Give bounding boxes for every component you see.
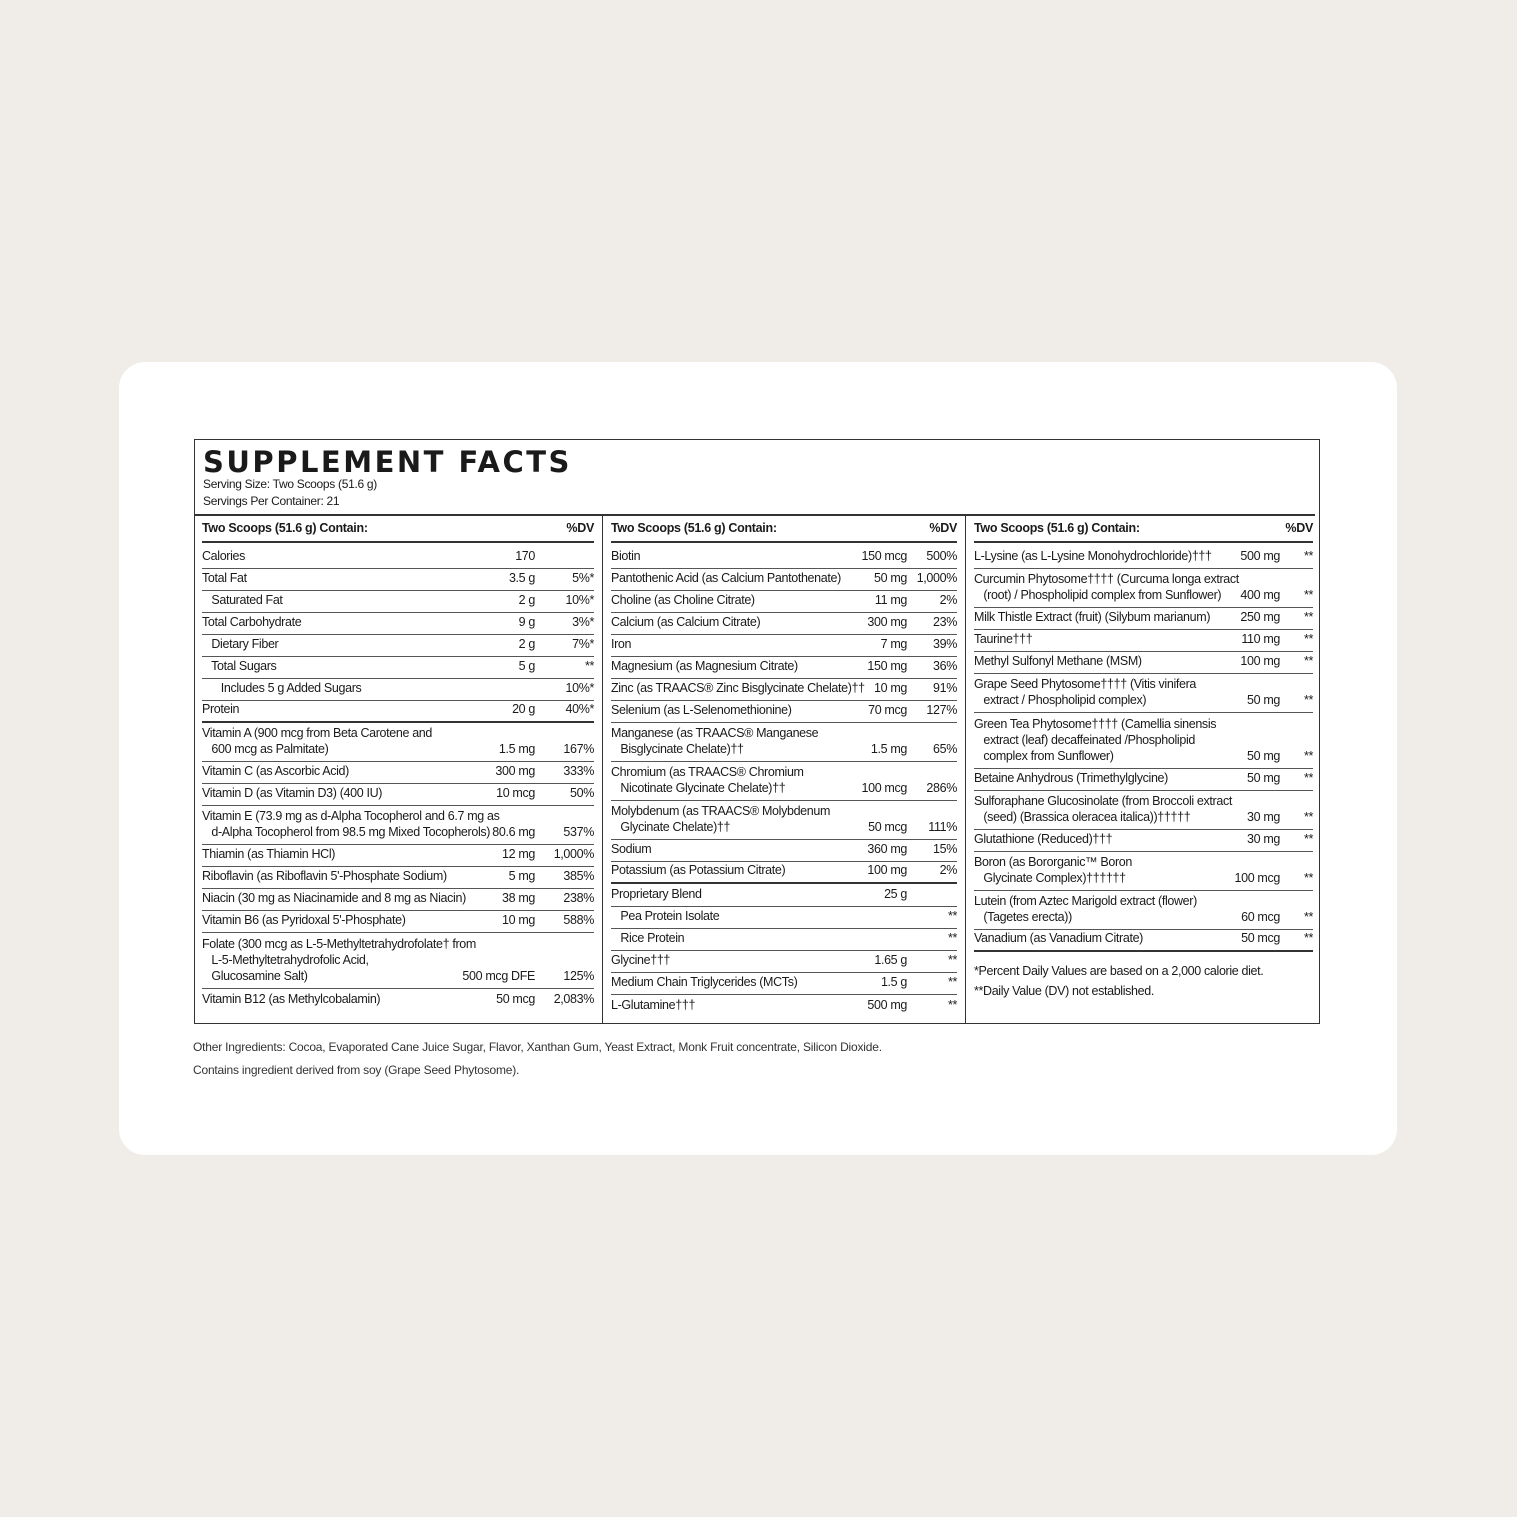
- nutrient-name: Milk Thistle Extract (fruit) (Silybum marianum): [974, 610, 1211, 624]
- nutrient-row: [202, 657, 594, 679]
- dv-footnotes: [974, 961, 1313, 1001]
- nutrient-amount: 10 mg: [874, 681, 907, 695]
- nutrient-amount: 2 g: [518, 593, 535, 607]
- nutrient-row: [611, 701, 957, 723]
- nutrient-amount: 50 mg: [874, 571, 907, 585]
- column-divider: [602, 516, 603, 1023]
- nutrient-daily-value: 3%*: [572, 615, 594, 629]
- nutrient-name: Choline (as Choline Citrate): [611, 593, 755, 607]
- nutrient-name: Pea Protein Isolate: [611, 909, 720, 923]
- column-header: [202, 516, 594, 543]
- nutrient-daily-value: 40%*: [565, 702, 594, 716]
- nutrient-daily-value: **: [1303, 810, 1313, 824]
- nutrient-amount: 170: [515, 549, 535, 563]
- nutrient-column-2: [611, 516, 957, 1023]
- nutrient-amount: 2 g: [518, 637, 535, 651]
- nutrient-daily-value: **: [947, 909, 957, 923]
- nutrient-name: Total Fat: [202, 571, 247, 585]
- nutrient-row: [202, 679, 594, 701]
- nutrient-name: Magnesium (as Magnesium Citrate): [611, 659, 798, 673]
- nutrient-amount: 30 mg: [1247, 832, 1280, 846]
- nutrient-row: [974, 630, 1313, 652]
- nutrient-amount: 80.6 mg: [492, 825, 535, 839]
- nutrient-name: Saturated Fat: [202, 593, 283, 607]
- nutrient-amount: 11 mg: [874, 593, 907, 607]
- nutrient-daily-value: **: [1303, 610, 1313, 624]
- nutrient-row: [611, 907, 957, 929]
- nutrient-daily-value: 1,000%: [916, 571, 957, 585]
- nutrient-daily-value: 65%: [933, 742, 957, 756]
- column-header-dv: %DV: [929, 521, 957, 535]
- nutrient-name: Folate (300 mcg as L-5-Methyltetrahydrofolate† from L-5-Methyltetrahydrofolic Acid, Glucosamine Salt): [202, 937, 476, 983]
- nutrient-daily-value: 125%: [563, 969, 594, 983]
- nutrient-daily-value: 537%: [563, 825, 594, 839]
- nutrient-name: Protein: [202, 702, 240, 716]
- nutrient-row: [202, 989, 594, 1011]
- nutrient-amount: 10 mcg: [496, 786, 535, 800]
- nutrient-daily-value: **: [584, 659, 594, 673]
- nutrient-row: [611, 569, 957, 591]
- nutrient-amount: 500 mg: [1240, 549, 1280, 563]
- nutrient-name: Calories: [202, 549, 246, 563]
- nutrient-amount: 50 mcg: [496, 992, 535, 1006]
- nutrient-row: [611, 951, 957, 973]
- nutrient-daily-value: 1,000%: [553, 847, 594, 861]
- nutrient-row: [202, 911, 594, 933]
- nutrient-name: Taurine†††: [974, 632, 1033, 646]
- nutrient-amount: 50 mcg: [1241, 931, 1280, 945]
- nutrient-row: [974, 608, 1313, 630]
- nutrient-row: [611, 679, 957, 701]
- nutrient-daily-value: **: [1303, 749, 1313, 763]
- nutrient-row: [202, 701, 594, 723]
- nutrient-name: Boron (as Bororganic™ Boron Glycinate Complex)††††††: [974, 855, 1132, 885]
- nutrient-row: [974, 791, 1313, 830]
- nutrient-row: [202, 806, 594, 845]
- nutrient-daily-value: 333%: [563, 764, 594, 778]
- nutrient-row: [202, 889, 594, 911]
- nutrient-row: [974, 569, 1313, 608]
- nutrient-row: [974, 830, 1313, 852]
- nutrient-amount: 1.65 g: [874, 953, 907, 967]
- nutrient-name: Green Tea Phytosome†††† (Camellia sinensis extract (leaf) decaffeinated /Phospholipid complex from Sunflower): [974, 717, 1217, 763]
- nutrient-daily-value: **: [947, 931, 957, 945]
- nutrient-daily-value: **: [1303, 871, 1313, 885]
- nutrient-amount: 1.5 g: [880, 975, 907, 989]
- nutrient-name: Sodium: [611, 842, 652, 856]
- nutrient-daily-value: **: [1303, 693, 1313, 707]
- nutrient-amount: 20 g: [512, 702, 535, 716]
- nutrient-name: Methyl Sulfonyl Methane (MSM): [974, 654, 1142, 668]
- nutrient-row: [611, 591, 957, 613]
- nutrient-amount: 9 g: [518, 615, 535, 629]
- nutrient-name: Chromium (as TRAACS® Chromium Nicotinate Glycinate Chelate)††: [611, 765, 804, 795]
- nutrient-name: Molybdenum (as TRAACS® Molybdenum Glycinate Chelate)††: [611, 804, 831, 834]
- nutrient-name: Lutein (from Aztec Marigold extract (flower) (Tagetes erecta)): [974, 894, 1197, 924]
- other-ingredients: Other Ingredients: Cocoa, Evaporated Cane Juice Sugar, Flavor, Xanthan Gum, Yeast Extract, Monk Fruit concentrate, Silicon Dioxide.: [193, 1040, 882, 1054]
- nutrient-name: Biotin: [611, 549, 641, 563]
- nutrient-row: [974, 891, 1313, 930]
- nutrient-name: Thiamin (as Thiamin HCl): [202, 847, 336, 861]
- nutrient-name: Medium Chain Triglycerides (MCTs): [611, 975, 798, 989]
- nutrient-daily-value: **: [1303, 654, 1313, 668]
- nutrient-row: [202, 635, 594, 657]
- nutrient-amount: 30 mg: [1247, 810, 1280, 824]
- nutrient-amount: 50 mg: [1247, 693, 1280, 707]
- nutrient-row: [611, 801, 957, 840]
- nutrient-name: Rice Protein: [611, 931, 685, 945]
- nutrient-name: Glutathione (Reduced)†††: [974, 832, 1113, 846]
- nutrient-amount: 10 mg: [502, 913, 535, 927]
- nutrient-daily-value: **: [1303, 931, 1313, 945]
- nutrient-daily-value: 167%: [563, 742, 594, 756]
- nutrient-name: Proprietary Blend: [611, 887, 702, 901]
- nutrient-row: [974, 930, 1313, 952]
- servings-per-container: Servings Per Container: 21: [203, 494, 340, 508]
- nutrient-name: Niacin (30 mg as Niacinamide and 8 mg as Niacin): [202, 891, 466, 905]
- nutrient-amount: 50 mg: [1247, 749, 1280, 763]
- nutrient-name: Sulforaphane Glucosinolate (from Broccoli extract (seed) (Brassica oleracea italica))†††††: [974, 794, 1232, 824]
- nutrient-row: [611, 543, 957, 569]
- nutrient-amount: 1.5 mg: [870, 742, 907, 756]
- nutrient-amount: 60 mcg: [1241, 910, 1280, 924]
- column-header-label: Two Scoops (51.6 g) Contain:: [202, 521, 368, 535]
- nutrient-row: [611, 762, 957, 801]
- nutrient-row: [974, 713, 1313, 769]
- nutrient-daily-value: 2%: [939, 863, 957, 877]
- nutrient-name: Total Sugars: [202, 659, 277, 673]
- nutrient-name: Manganese (as TRAACS® Manganese Bisglycinate Chelate)††: [611, 726, 819, 756]
- nutrient-row: [611, 613, 957, 635]
- nutrient-name: L-Lysine (as L-Lysine Monohydrochloride)†††: [974, 549, 1212, 563]
- nutrient-daily-value: 127%: [926, 703, 957, 717]
- nutrient-daily-value: **: [947, 953, 957, 967]
- nutrient-name: Potassium (as Potassium Citrate): [611, 863, 786, 877]
- column-divider: [965, 516, 966, 1023]
- nutrient-row: [611, 840, 957, 862]
- nutrient-name: Includes 5 g Added Sugars: [202, 681, 362, 695]
- nutrient-amount: 500 mg: [867, 998, 907, 1012]
- nutrient-daily-value: **: [1303, 771, 1313, 785]
- nutrient-name: Glycine†††: [611, 953, 671, 967]
- nutrient-name: Selenium (as L-Selenomethionine): [611, 703, 792, 717]
- nutrient-row: [611, 723, 957, 762]
- nutrient-daily-value: **: [947, 998, 957, 1012]
- nutrient-row: [202, 867, 594, 889]
- nutrient-daily-value: **: [1303, 632, 1313, 646]
- supplement-facts-panel: [194, 439, 1320, 1024]
- nutrient-daily-value: 2%: [939, 593, 957, 607]
- nutrient-row: [202, 723, 594, 762]
- nutrient-amount: 100 mcg: [1234, 871, 1280, 885]
- nutrient-amount: 300 mg: [495, 764, 535, 778]
- nutrient-daily-value: 10%*: [565, 593, 594, 607]
- footnote: **Daily Value (DV) not established.: [974, 984, 1154, 998]
- nutrient-amount: 150 mg: [867, 659, 907, 673]
- nutrient-amount: 400 mg: [1240, 588, 1280, 602]
- nutrient-daily-value: 36%: [933, 659, 957, 673]
- nutrient-column-1: [202, 516, 594, 1023]
- nutrient-amount: 50 mcg: [868, 820, 907, 834]
- nutrient-amount: 12 mg: [502, 847, 535, 861]
- nutrient-amount: 250 mg: [1240, 610, 1280, 624]
- nutrient-row: [611, 862, 957, 884]
- nutrient-daily-value: 2,083%: [553, 992, 594, 1006]
- column-header-label: Two Scoops (51.6 g) Contain:: [611, 521, 777, 535]
- nutrient-amount: 70 mcg: [868, 703, 907, 717]
- nutrient-amount: 100 mg: [867, 863, 907, 877]
- nutrient-row: [611, 973, 957, 995]
- nutrient-daily-value: 588%: [563, 913, 594, 927]
- nutrient-name: Zinc (as TRAACS® Zinc Bisglycinate Chelate)††: [611, 681, 865, 695]
- nutrient-daily-value: 10%*: [565, 681, 594, 695]
- nutrient-daily-value: **: [1303, 588, 1313, 602]
- nutrient-amount: 25 g: [884, 887, 907, 901]
- nutrient-row: [202, 613, 594, 635]
- nutrient-name: Calcium (as Calcium Citrate): [611, 615, 761, 629]
- nutrient-row: [611, 635, 957, 657]
- nutrient-name: Dietary Fiber: [202, 637, 279, 651]
- nutrient-row: [611, 995, 957, 1017]
- nutrient-daily-value: 286%: [926, 781, 957, 795]
- nutrient-name: Total Carbohydrate: [202, 615, 302, 629]
- nutrient-name: Pantothenic Acid (as Calcium Pantothenate): [611, 571, 841, 585]
- nutrient-name: Iron: [611, 637, 632, 651]
- nutrient-amount: 150 mcg: [861, 549, 907, 563]
- nutrient-amount: 100 mcg: [861, 781, 907, 795]
- nutrient-amount: 300 mg: [867, 615, 907, 629]
- nutrient-name: Riboflavin (as Riboflavin 5'-Phosphate Sodium): [202, 869, 447, 883]
- nutrient-row: [202, 591, 594, 613]
- nutrient-daily-value: 5%*: [572, 571, 594, 585]
- nutrient-row: [611, 884, 957, 907]
- nutrient-name: Vitamin B12 (as Methylcobalamin): [202, 992, 381, 1006]
- panel-title: SUPPLEMENT FACTS: [203, 445, 572, 479]
- nutrient-amount: 100 mg: [1240, 654, 1280, 668]
- nutrient-row: [611, 929, 957, 951]
- nutrient-daily-value: 238%: [563, 891, 594, 905]
- nutrient-name: Vitamin A (900 mcg from Beta Carotene and 600 mcg as Palmitate): [202, 726, 432, 756]
- column-header-dv: %DV: [566, 521, 594, 535]
- nutrient-row: [974, 852, 1313, 891]
- footnote: *Percent Daily Values are based on a 2,000 calorie diet.: [974, 964, 1264, 978]
- nutrient-daily-value: 50%: [570, 786, 594, 800]
- nutrient-daily-value: 7%*: [572, 637, 594, 651]
- nutrient-daily-value: 111%: [928, 820, 957, 834]
- nutrient-amount: 38 mg: [502, 891, 535, 905]
- label-card: [119, 362, 1397, 1155]
- nutrient-amount: 7 mg: [880, 637, 907, 651]
- nutrient-name: Curcumin Phytosome†††† (Curcuma longa extract (root) / Phospholipid complex from Sunflower): [974, 572, 1239, 602]
- nutrient-daily-value: 385%: [563, 869, 594, 883]
- nutrient-daily-value: 39%: [933, 637, 957, 651]
- nutrient-daily-value: 23%: [933, 615, 957, 629]
- nutrient-name: Vanadium (as Vanadium Citrate): [974, 931, 1143, 945]
- nutrient-amount: 5 mg: [508, 869, 535, 883]
- nutrient-row: [974, 769, 1313, 791]
- nutrient-row: [202, 933, 594, 989]
- column-header: [611, 516, 957, 543]
- nutrient-column-3: [974, 516, 1313, 1023]
- nutrient-name: Vitamin D (as Vitamin D3) (400 IU): [202, 786, 383, 800]
- nutrient-name: L-Glutamine†††: [611, 998, 696, 1012]
- nutrient-daily-value: **: [1303, 549, 1313, 563]
- nutrient-daily-value: 15%: [933, 842, 957, 856]
- nutrient-name: Grape Seed Phytosome†††† (Vitis vinifera extract / Phospholipid complex): [974, 677, 1197, 707]
- nutrient-amount: 3.5 g: [508, 571, 535, 585]
- nutrient-name: Betaine Anhydrous (Trimethylglycine): [974, 771, 1168, 785]
- nutrient-row: [974, 652, 1313, 674]
- nutrient-daily-value: **: [1303, 910, 1313, 924]
- column-header: [974, 516, 1313, 543]
- nutrient-row: [202, 543, 594, 569]
- nutrient-row: [974, 674, 1313, 713]
- nutrient-daily-value: 500%: [926, 549, 957, 563]
- nutrient-name: Vitamin C (as Ascorbic Acid): [202, 764, 349, 778]
- column-header-label: Two Scoops (51.6 g) Contain:: [974, 521, 1140, 535]
- nutrient-amount: 50 mg: [1247, 771, 1280, 785]
- nutrient-amount: 500 mcg DFE: [462, 969, 535, 983]
- nutrient-amount: 110 mg: [1241, 632, 1280, 646]
- column-header-dv: %DV: [1285, 521, 1313, 535]
- serving-size: Serving Size: Two Scoops (51.6 g): [203, 477, 377, 491]
- nutrient-amount: 1.5 mg: [498, 742, 535, 756]
- nutrient-row: [202, 569, 594, 591]
- nutrient-row: [202, 762, 594, 784]
- nutrient-row: [202, 845, 594, 867]
- nutrient-name: Vitamin E (73.9 mg as d-Alpha Tocopherol and 6.7 mg as d-Alpha Tocopherol from 98.5 mg Mixed Tocopherols): [202, 809, 500, 839]
- nutrient-row: [202, 784, 594, 806]
- nutrient-row: [611, 657, 957, 679]
- nutrient-amount: 360 mg: [867, 842, 907, 856]
- nutrient-daily-value: **: [1303, 832, 1313, 846]
- nutrient-row: [974, 543, 1313, 569]
- allergen-statement: Contains ingredient derived from soy (Grape Seed Phytosome).: [193, 1063, 520, 1077]
- nutrient-amount: 5 g: [518, 659, 535, 673]
- nutrient-daily-value: 91%: [933, 681, 957, 695]
- nutrient-name: Vitamin B6 (as Pyridoxal 5'-Phosphate): [202, 913, 406, 927]
- nutrient-daily-value: **: [947, 975, 957, 989]
